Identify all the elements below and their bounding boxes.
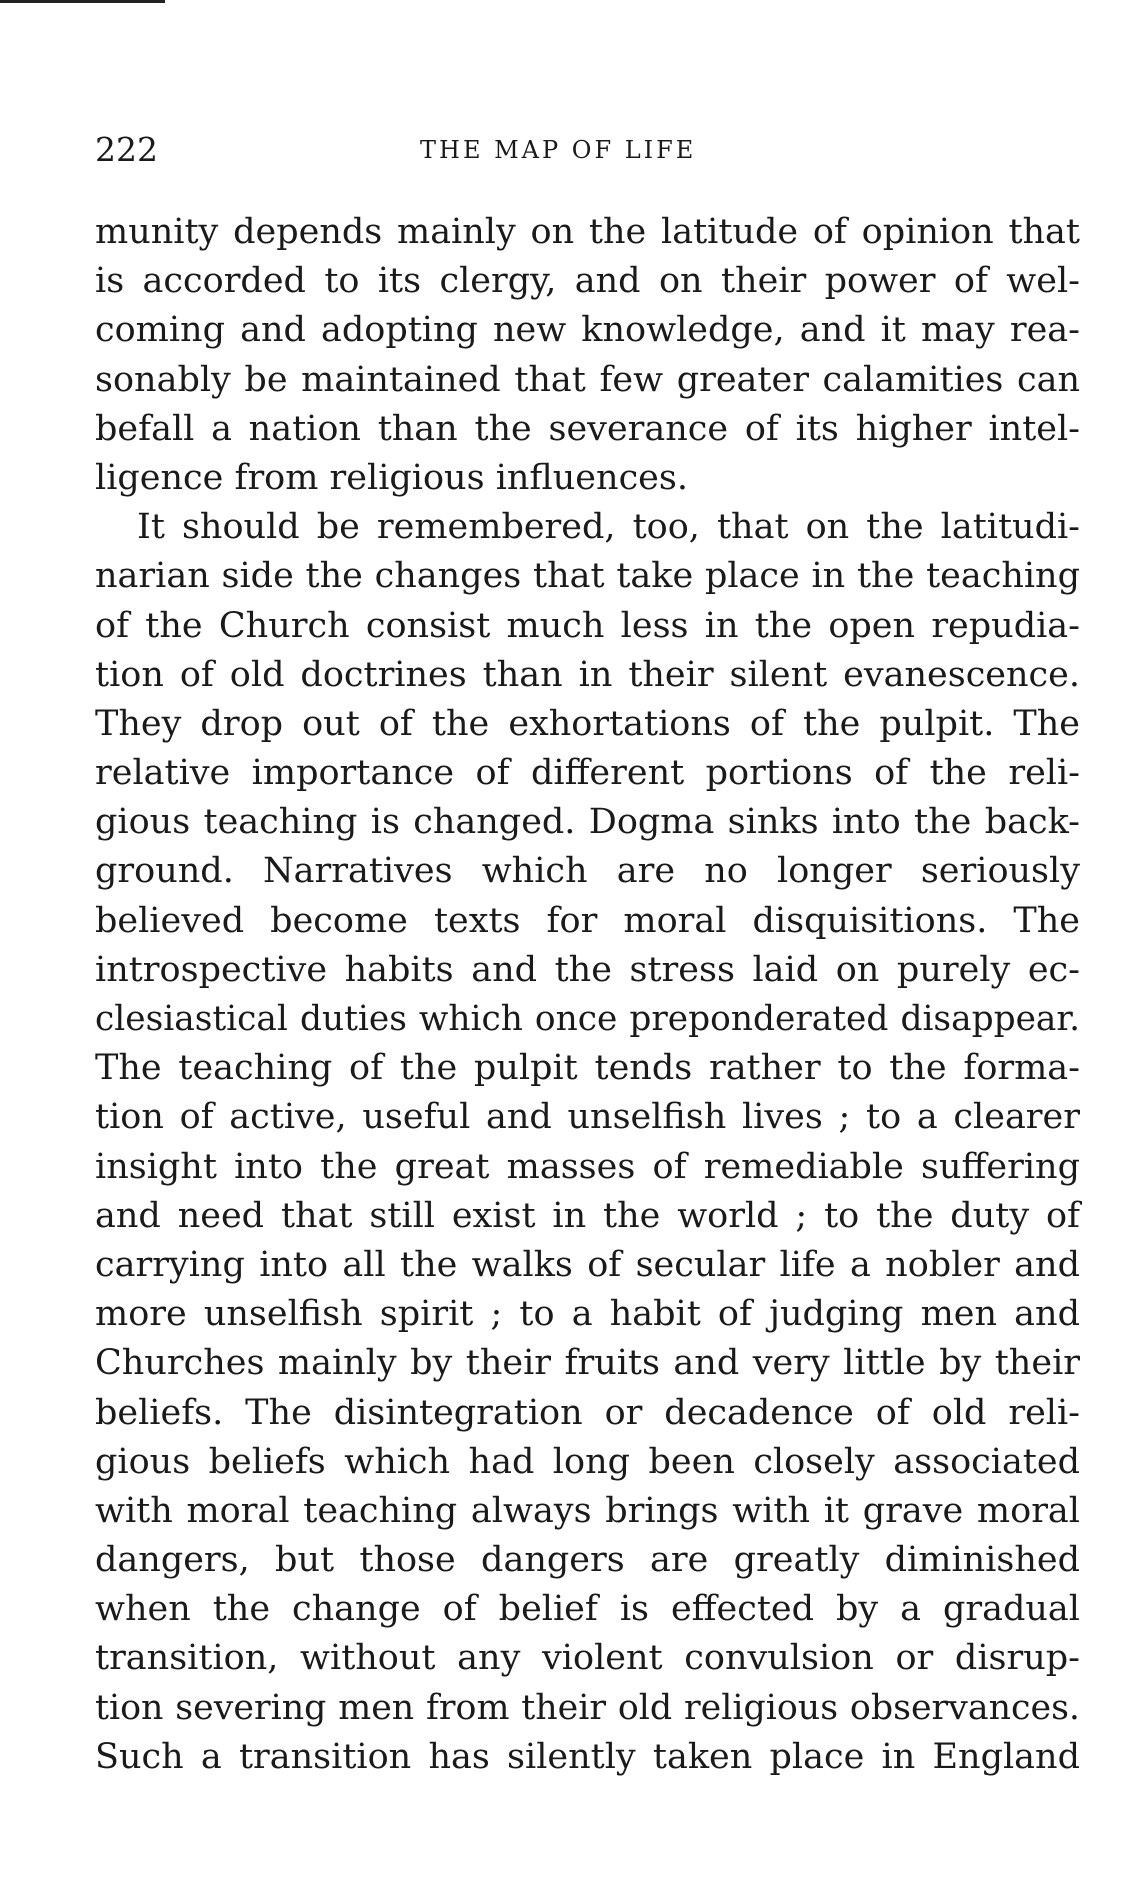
paragraph [95,503,1080,1782]
text-line: carrying into all the walks of secular life a nobler and [95,1244,1080,1285]
text-line: Such a transition has silently taken place in England [95,1736,1080,1777]
text-line: narian side the changes that take place in the teaching [95,556,1080,597]
text-line: introspective habits and the stress laid on purely ec- [95,949,1080,990]
text-line: believed become texts for moral disquisitions. The [95,900,1080,941]
text-line: The teaching of the pulpit tends rather to the forma- [95,1048,1080,1089]
scan-edge-mark [0,0,165,3]
text-line: dangers, but those dangers are greatly diminished [95,1540,1080,1581]
text-line: tion of active, useful and unselfish lives ; to a clearer [95,1097,1080,1138]
text-line: relative importance of different portions of the reli- [95,753,1080,794]
text-line: tion of old doctrines than in their silent evanescence. [95,654,1080,695]
text-line: when the change of belief is effected by a gradual [95,1589,1080,1630]
text-body [95,208,1080,1782]
text-line: ligence from religious influences. [95,457,688,498]
text-line: gious beliefs which had long been closely associated [95,1441,1080,1482]
text-line: more unselfish spirit ; to a habit of judging men and [95,1294,1080,1335]
paragraph-continuation [95,208,1080,503]
text-line: ground. Narratives which are no longer seriously [95,851,1080,892]
text-line: transition, without any violent convulsion or disrup- [95,1638,1080,1679]
text-line: and need that still exist in the world ; to the duty of [95,1195,1080,1236]
text-line: It should be remembered, too, that on the latitudi- [137,507,1080,548]
text-line: coming and adopting new knowledge, and it may rea- [95,310,1080,351]
text-line: clesiastical duties which once preponderated disappear. [95,999,1080,1039]
running-title: THE MAP OF LIFE [420,136,697,164]
text-line: munity depends mainly on the latitude of opinion that [95,212,1080,252]
text-line: befall a nation than the severance of its higher intel- [95,408,1080,449]
text-line: beliefs. The disintegration or decadence of old reli- [95,1392,1080,1433]
text-line: Churches mainly by their fruits and very little by their [95,1343,1080,1384]
text-line: sonably be maintained that few greater calamities can [95,359,1080,400]
text-line: They drop out of the exhortations of the pulpit. The [95,703,1080,744]
text-line: tion severing men from their old religious observances. [95,1687,1080,1728]
text-line: insight into the great masses of remediable suffering [95,1146,1080,1187]
text-line: is accorded to its clergy, and on their power of wel- [95,261,1080,302]
page-header [95,128,1075,172]
text-line: gious teaching is changed. Dogma sinks into the back- [95,802,1080,843]
text-line: of the Church consist much less in the open repudia- [95,605,1080,646]
page-number: 222 [95,130,158,169]
text-line: with moral teaching always brings with it grave moral [95,1490,1080,1531]
